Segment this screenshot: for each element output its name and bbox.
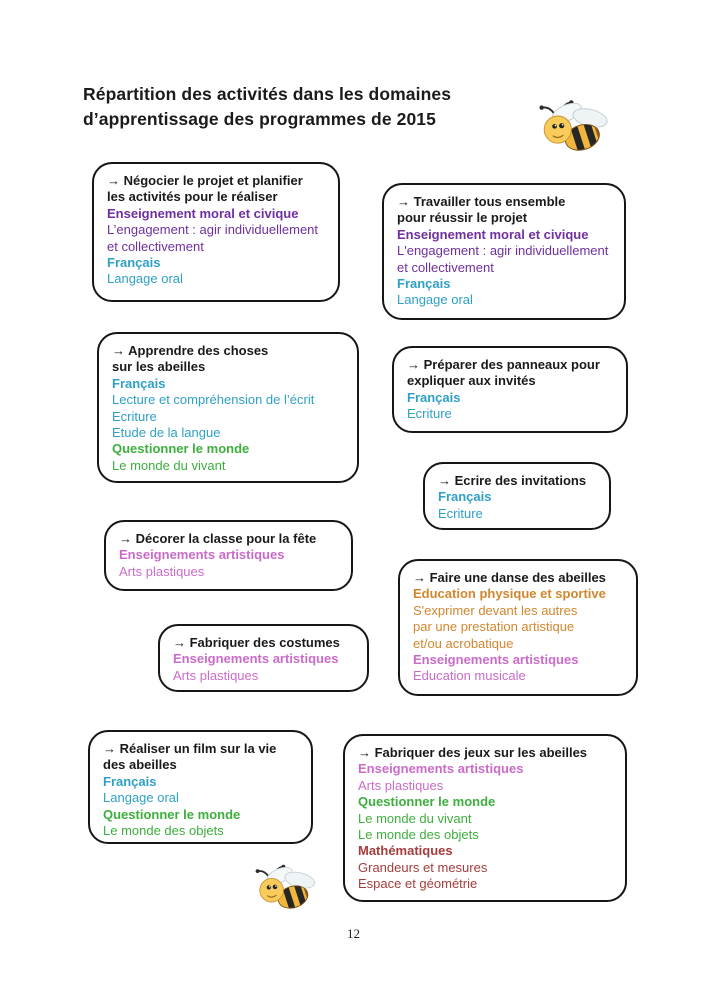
activity-line: Lecture et compréhension de l’écrit bbox=[112, 392, 315, 408]
activity-line: Enseignements artistiques bbox=[413, 652, 579, 668]
activity-line: Français bbox=[397, 276, 451, 292]
activity-line: Le monde des objets bbox=[103, 823, 224, 839]
activity-line: Etude de la langue bbox=[112, 425, 221, 441]
activity-line: → Réaliser un film sur la vie bbox=[103, 741, 277, 756]
activity-box-ecrire bbox=[423, 462, 611, 530]
activity-line: Français bbox=[107, 255, 161, 271]
activity-line: L'engagement : agir individuellement bbox=[397, 243, 609, 259]
activity-line: → Faire une danse des abeilles bbox=[413, 570, 606, 585]
activity-line: Education musicale bbox=[413, 668, 526, 684]
activity-box-travailler bbox=[382, 183, 626, 320]
activity-box-costumes bbox=[158, 624, 369, 692]
activity-line: → Fabriquer des costumes bbox=[173, 635, 340, 650]
activity-line: Ecriture bbox=[438, 505, 483, 521]
bee-icon bbox=[533, 96, 611, 158]
activity-line: Le monde des objets bbox=[358, 827, 479, 843]
activity-line: → Travailler tous ensemble bbox=[397, 194, 566, 209]
activity-line: Ecriture bbox=[112, 408, 157, 424]
activity-line: → Décorer la classe pour la fête bbox=[119, 531, 317, 546]
activity-line: Arts plastiques bbox=[173, 667, 259, 683]
activity-line: Education physique et sportive bbox=[413, 586, 606, 602]
activity-line: et collectivement bbox=[107, 238, 204, 254]
activity-line: Arts plastiques bbox=[358, 777, 444, 793]
activity-line: et/ou acrobatique bbox=[413, 635, 514, 651]
activity-line: les activités pour le réaliser bbox=[107, 189, 278, 205]
activity-line: expliquer aux invités bbox=[407, 373, 536, 389]
activity-line: Arts plastiques bbox=[119, 563, 205, 579]
page-number: 12 bbox=[347, 926, 360, 941]
activity-line: Mathématiques bbox=[358, 843, 453, 859]
activity-box-jeux bbox=[343, 734, 627, 902]
activity-line: Français bbox=[438, 489, 492, 505]
activity-line: Enseignements artistiques bbox=[119, 547, 285, 563]
activity-line: S'exprimer devant les autres bbox=[413, 602, 578, 618]
page-title bbox=[83, 82, 451, 131]
bee-icon bbox=[250, 861, 318, 915]
activity-line: → Apprendre des choses bbox=[112, 343, 269, 358]
activity-line: L’engagement : agir individuellement bbox=[107, 222, 319, 238]
activity-line: sur les abeilles bbox=[112, 359, 206, 375]
activity-line: → Négocier le projet et planifier bbox=[107, 173, 303, 188]
activity-line: Le monde du vivant bbox=[358, 810, 472, 826]
activity-box-film bbox=[88, 730, 313, 844]
activity-line: Enseignement moral et civique bbox=[107, 205, 299, 221]
activity-line: des abeilles bbox=[103, 757, 177, 773]
activity-line: Langage oral bbox=[397, 292, 473, 308]
activity-line: Enseignements artistiques bbox=[358, 761, 524, 777]
activity-line: Le monde du vivant bbox=[112, 457, 226, 473]
activity-box-danse bbox=[398, 559, 638, 696]
activity-line: Questionner le monde bbox=[103, 806, 241, 822]
activity-box-negocier bbox=[92, 162, 340, 302]
activity-box-decorer bbox=[104, 520, 353, 591]
activity-line: → Fabriquer des jeux sur les abeilles bbox=[358, 745, 588, 760]
activity-line: Grandeurs et mesures bbox=[358, 859, 488, 875]
activity-line: par une prestation artistique bbox=[413, 619, 575, 635]
activity-line: Enseignements artistiques bbox=[173, 651, 339, 667]
activity-line: Français bbox=[103, 773, 157, 789]
activity-line: Enseignement moral et civique bbox=[397, 226, 589, 242]
activity-box-preparer bbox=[392, 346, 628, 433]
activity-line: Langage oral bbox=[107, 271, 183, 287]
activity-line: pour réussir le projet bbox=[397, 210, 528, 226]
activity-line: Questionner le monde bbox=[112, 441, 250, 457]
activity-line: Français bbox=[112, 375, 166, 391]
page-title-line1: Répartition des activités dans les domaines bbox=[83, 84, 452, 104]
activity-line: Questionner le monde bbox=[358, 794, 496, 810]
activity-box-apprendre bbox=[97, 332, 359, 483]
activity-line: → Ecrire des invitations bbox=[438, 473, 587, 488]
activity-line: Français bbox=[407, 389, 461, 405]
activity-line: Ecriture bbox=[407, 406, 452, 422]
page-title-line2: d’apprentissage des programmes de 2015 bbox=[83, 108, 436, 129]
activity-line: Espace et géométrie bbox=[358, 876, 478, 892]
activity-line: → Préparer des panneaux pour bbox=[407, 357, 600, 372]
activity-line: et collectivement bbox=[397, 259, 494, 275]
activity-line: Langage oral bbox=[103, 790, 179, 806]
